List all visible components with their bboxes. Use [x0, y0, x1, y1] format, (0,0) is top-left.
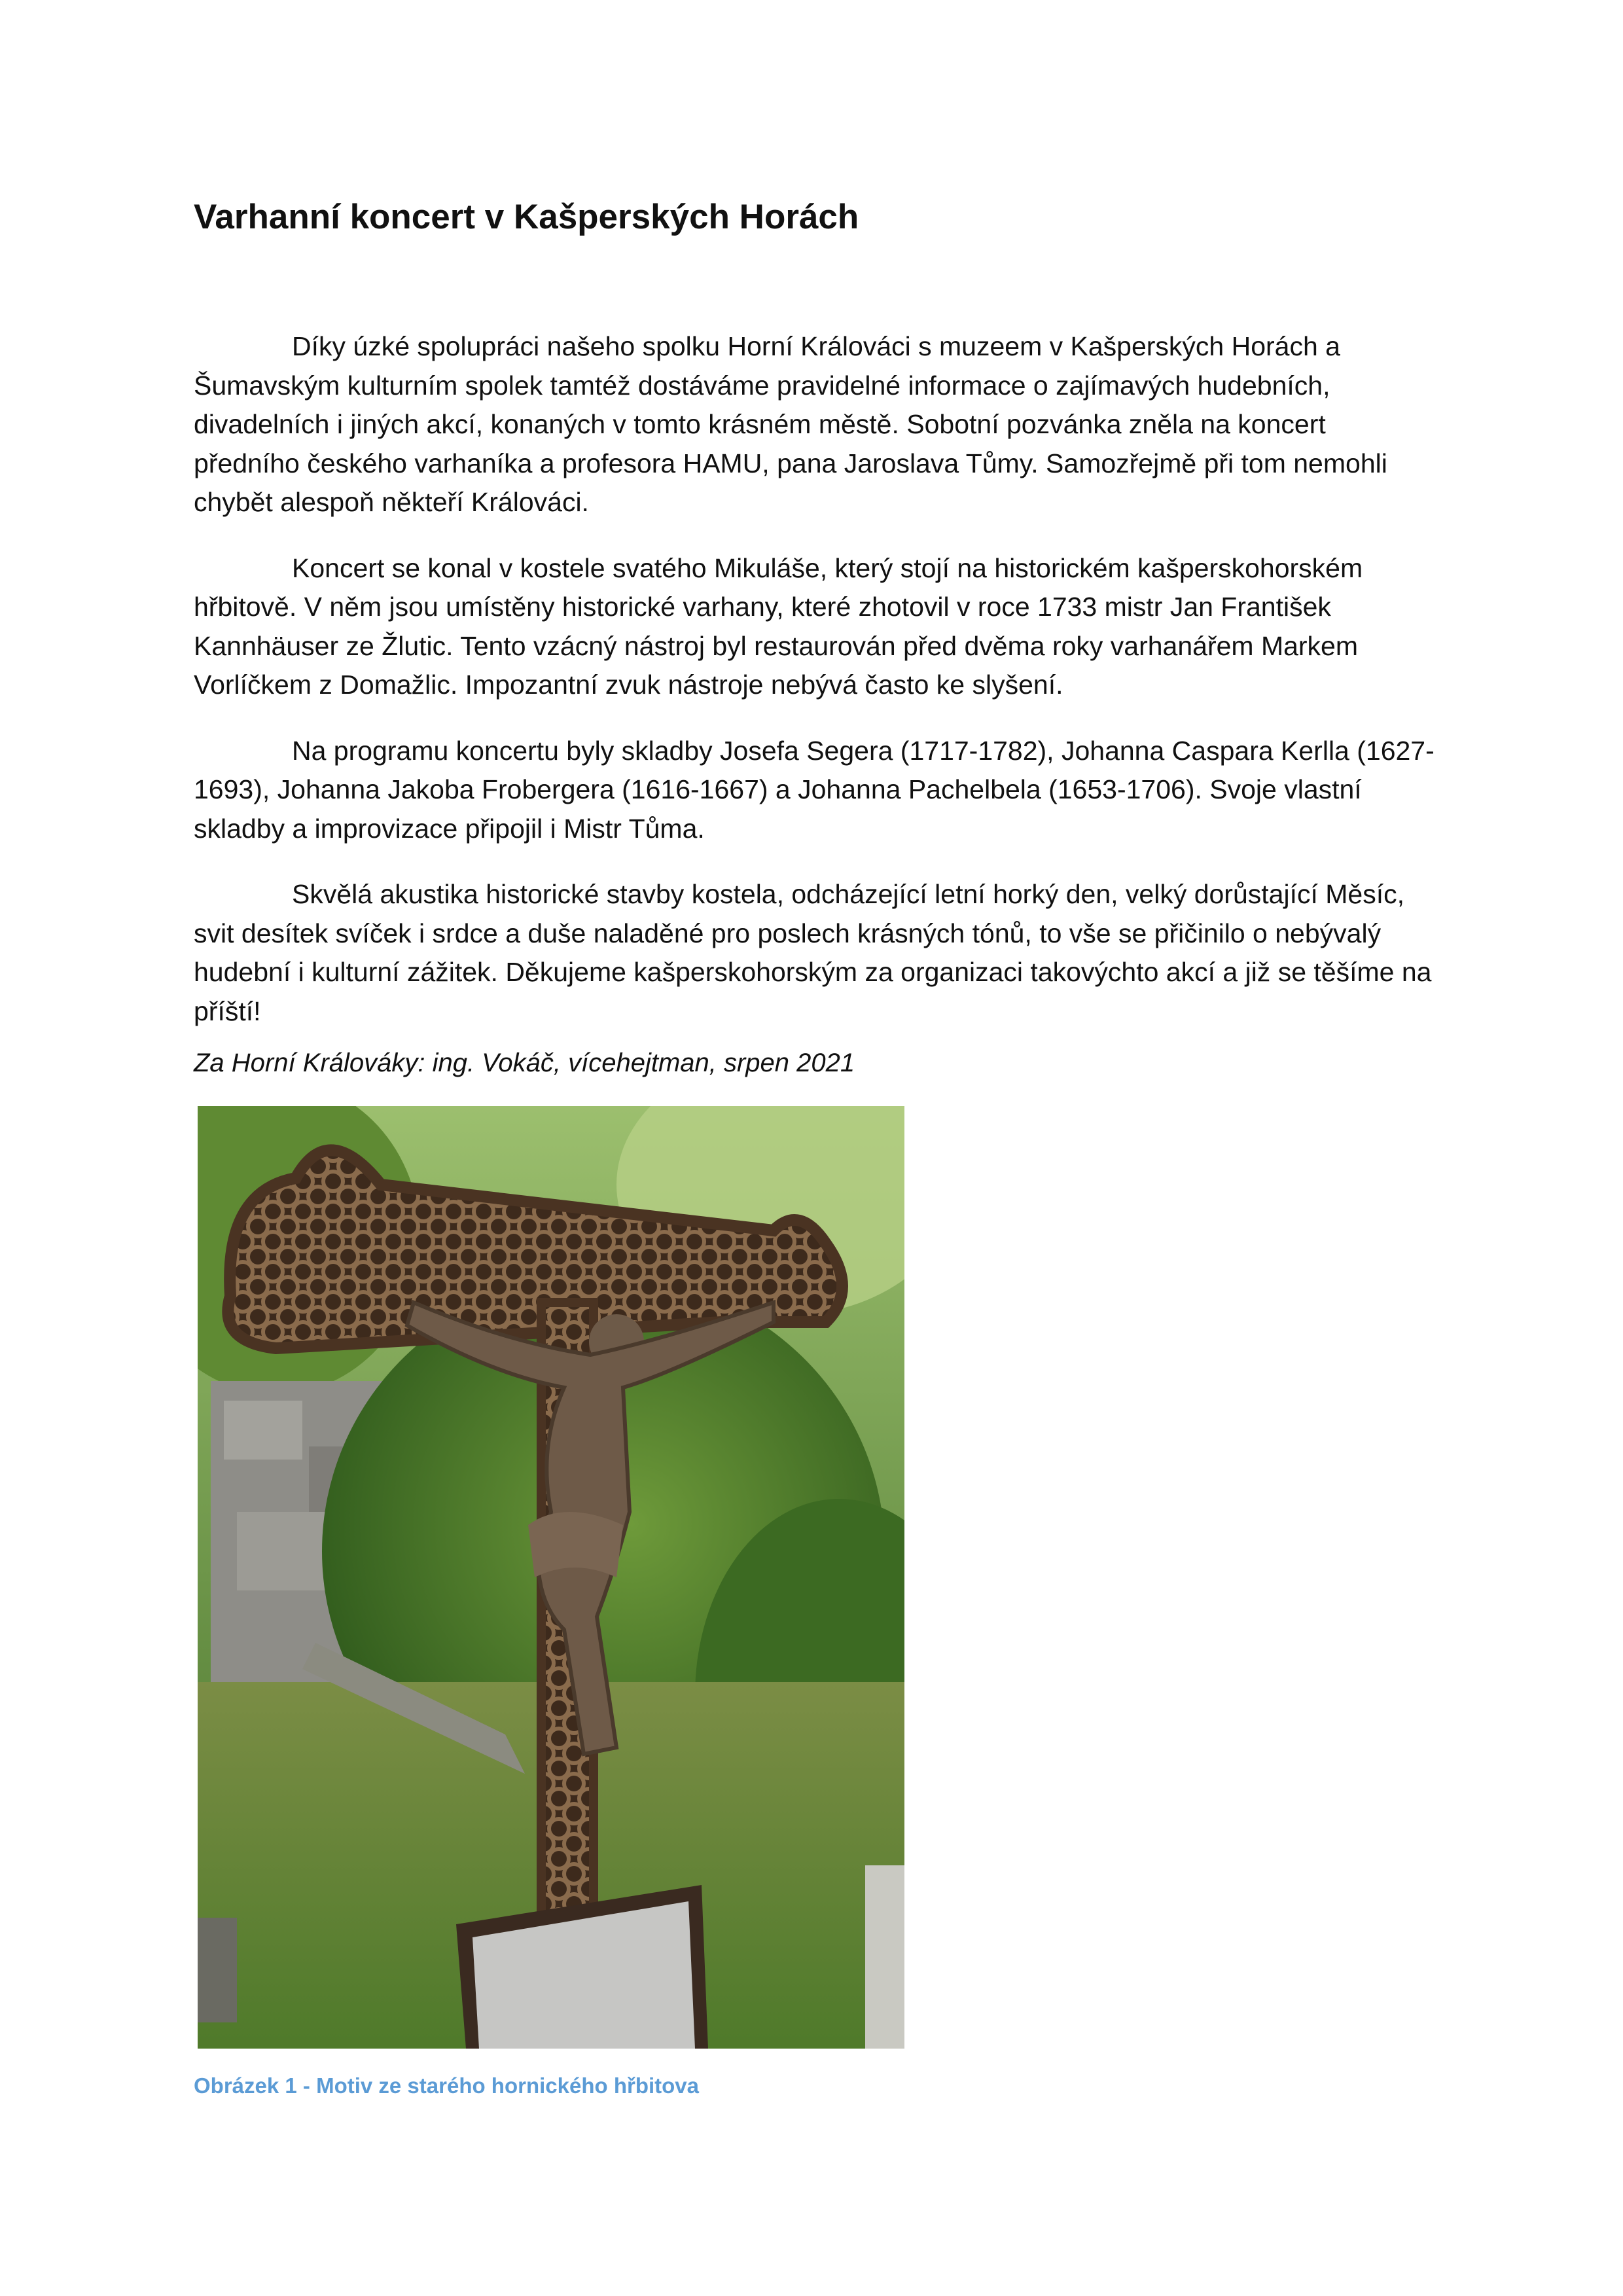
byline: Za Horní Králováky: ing. Vokáč, vícehejtman, srpen 2021 — [194, 1049, 855, 1077]
figure-caption: Obrázek 1 - Motiv ze starého hornického hřbitova — [194, 2073, 700, 2098]
paragraph-3: Na programu koncertu byly skladby Josefa Segera (1717-1782), Johanna Caspara Kerlla (1627-1693), Johanna Jakoba Frobergera (1616-1667) a Johanna Pachelbela (1653-1706). Svoje vlastní skladby a improvizace připojil i Mistr Tůma. — [194, 735, 1435, 844]
paragraph-2: Koncert se konal v kostele svatého Mikuláše, který stojí na historickém kašperskohorském hřbitově. V něm jsou umístěny historické varhany, které zhotovil v roce 1733 mistr Jan František Kannhäuser ze Žlutic. Tento vzácný nástroj byl restaurován před dvěma roky varhanářem Markem Vorlíčkem z Domažlic. Impozantní zvuk nástroje nebývá často ke slyšení. — [194, 552, 1363, 700]
article-body — [194, 327, 1437, 1058]
paragraph-4: Skvělá akustika historické stavby kostela, odcházející letní horký den, velký dorůstající Měsíc, svit desítek svíček i srdce a duše naladěné pro poslech krásných tónů, to vše se přičinilo o nebývalý hudební i kulturní zážitek. Děkujeme kašperskohorským za organizaci takovýchto akcí a již se těšíme na příští! — [194, 879, 1432, 1026]
photo-illustration — [198, 1106, 904, 2049]
paragraph-1: Díky úzké spolupráci našeho spolku Horní Králováci s muzeem v Kašperských Horách a Šumavským kulturním spolek tamtéž dostáváme pravidelné informace o zajímavých hudebních, divadelních i jiných akcí, konaných v tomto krásném městě. Sobotní pozvánka zněla na koncert předního českého varhaníka a profesora HAMU, pana Jaroslava Tůmy. Samozřejmě při tom nemohli chybět alespoň někteří Králováci. — [194, 331, 1387, 517]
cemetery-cross-photo — [198, 1106, 904, 2049]
page-title: Varhanní koncert v Kašperských Horách — [194, 198, 859, 236]
